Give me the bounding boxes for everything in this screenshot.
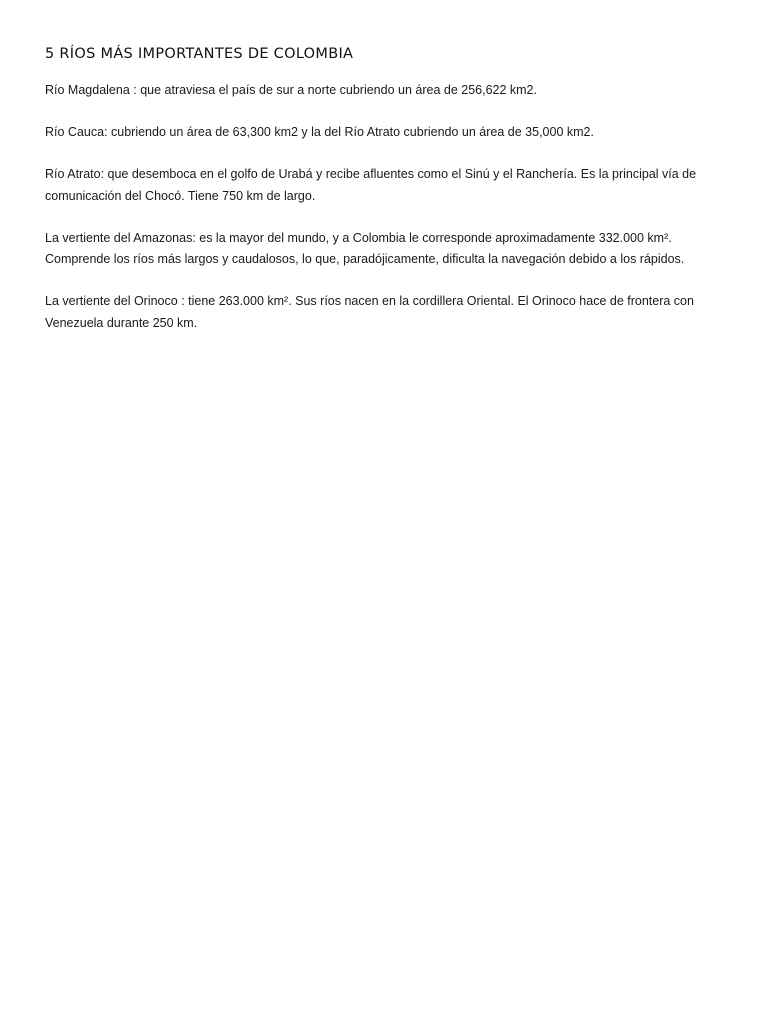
document-title: 5 RÍOS MÁS IMPORTANTES DE COLOMBIA <box>45 46 354 62</box>
document-body <box>45 44 715 355</box>
paragraph-rio-magdalena: Río Magdalena : que atraviesa el país de sur a norte cubriendo un área de 256,622 km2. <box>45 83 537 97</box>
paragraph-vertiente-amazonas: La vertiente del Amazonas: es la mayor del mundo, y a Colombia le corresponde aproximadamente 332.000 km². Comprende los ríos más largos y caudalosos, lo que, paradójicamente, dificulta la navegación debido a los rápidos. <box>45 230 685 266</box>
paragraph-rio-cauca: Río Cauca: cubriendo un área de 63,300 km2 y la del Río Atrato cubriendo un área de 35,000 km2. <box>45 125 594 139</box>
paragraph-rio-atrato: Río Atrato: que desemboca en el golfo de Urabá y recibe afluentes como el Sinú y el Ranchería. Es la principal vía de comunicación del Chocó. Tiene 750 km de largo. <box>45 167 697 203</box>
paragraph-vertiente-orinoco: La vertiente del Orinoco : tiene 263.000 km². Sus ríos nacen en la cordillera Oriental. El Orinoco hace de frontera con Venezuela durante 250 km. <box>45 294 694 330</box>
